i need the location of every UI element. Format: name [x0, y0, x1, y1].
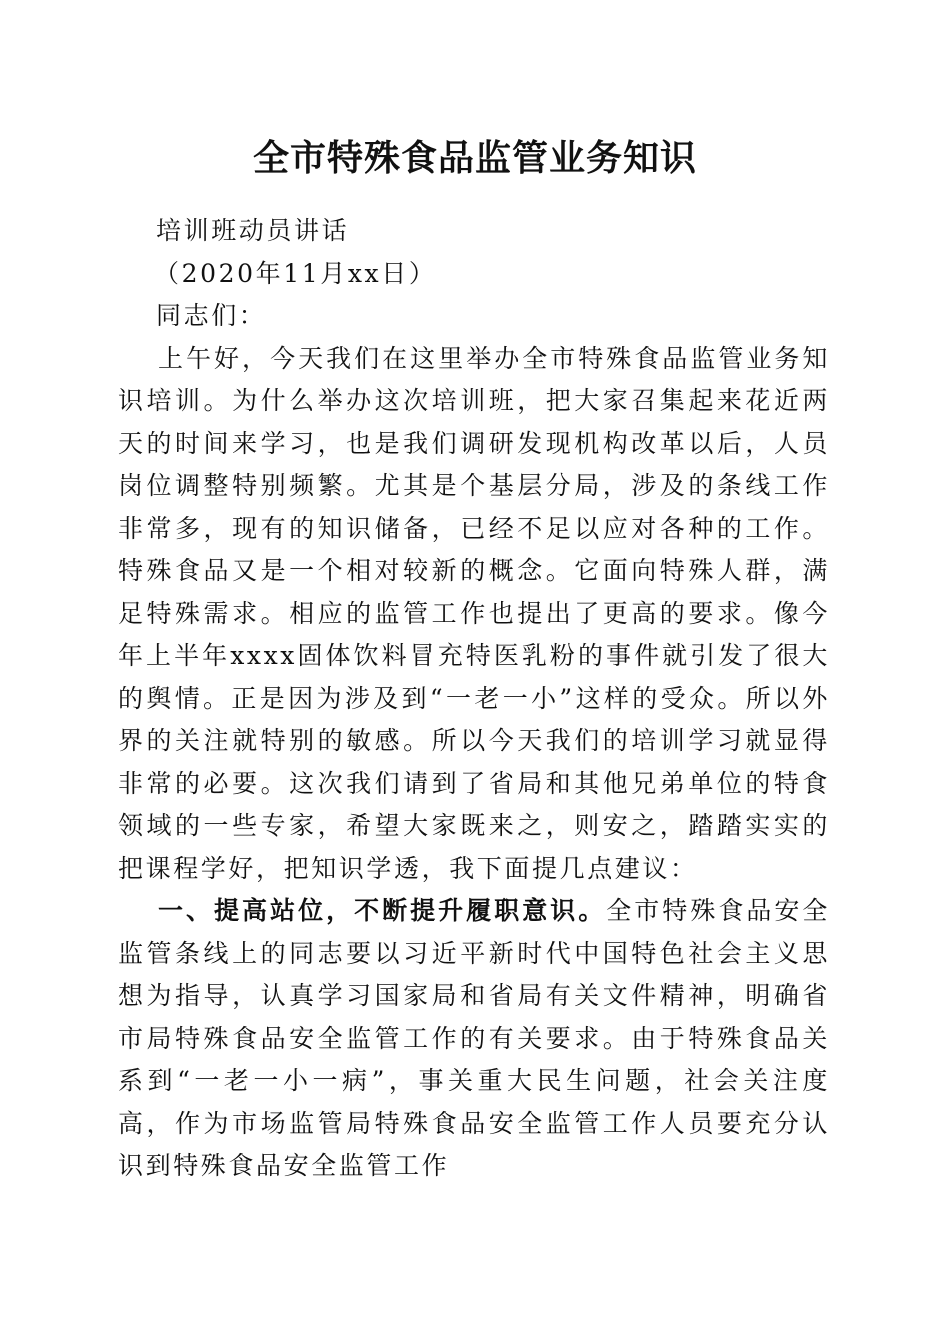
subtitle: 培训班动员讲话	[156, 216, 350, 245]
document-body	[118, 210, 830, 1188]
intro-paragraph: 上午好，今天我们在这里举办全市特殊食品监管业务知识培训。为什么举办这次培训班，把大家召集起来花近两天的时间来学习，也是我们调研发现机构改革以后，人员岗位调整特别频繁。尤其是个基层分局，涉及的条线工作非常多，现有的知识储备，已经不足以应对各种的工作。特殊食品又是一个相对较新的概念。它面向特殊人群，满足特殊需求。相应的监管工作也提出了更高的要求。像今年上半年xxxx固体饮料冒充特医乳粉的事件就引发了很大的舆情。正是因为涉及到“一老一小”这样的受众。所以外界的关注就特别的敏感。所以今天我们的培训学习就显得非常的必要。这次我们请到了省局和其他兄弟单位的特食领域的一些专家，希望大家既来之，则安之，踏踏实实的把课程学好，把知识学透，我下面提几点建议：	[118, 343, 830, 883]
salutation: 同志们：	[156, 301, 267, 330]
section-1-text: 全市特殊食品安全监管条线上的同志要以习近平新时代中国特色社会主义思想为指导，认真学习国家局和省局有关文件精神，明确省市局特殊食品安全监管工作的有关要求。由于特殊食品关系到“一老一小一病”，事关重大民生问题，社会关注度高，作为市场监管局特殊食品安全监管工作人员要充分认识到特殊食品安全监管工作	[118, 896, 830, 1180]
section-1-paragraph	[118, 890, 830, 1188]
document-title: 全市特殊食品监管业务知识	[252, 137, 697, 179]
section-1-heading: 一、提高站位，不断提升履职意识。	[158, 896, 607, 925]
date-line: （2020年11月xx日）	[154, 258, 437, 288]
